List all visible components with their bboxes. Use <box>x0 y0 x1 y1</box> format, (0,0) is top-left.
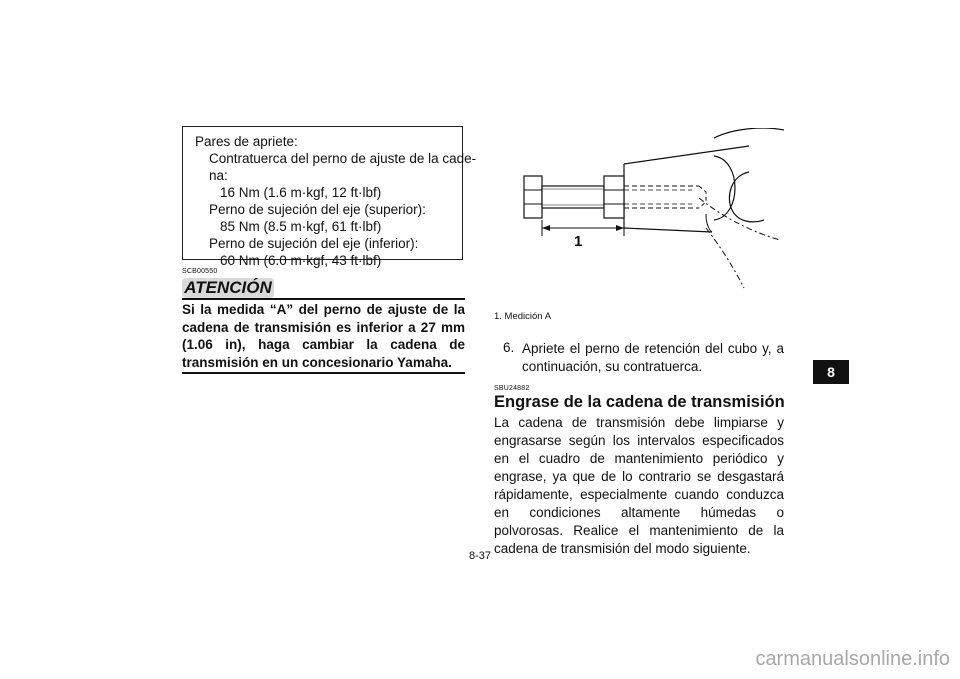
watermark: carmanualsonline.info <box>755 648 950 670</box>
spec-item-2-value: 85 Nm (8.5 m·kgf, 61 ft·lbf) <box>220 219 382 234</box>
spec-item-1-label-line2: na: <box>209 168 228 183</box>
caution-text: Si la medida “A” del perno de ajuste de la cadena de transmisión es inferior a 27 mm (1.06 in), haga cambiar la cadena de transmisión en un concesionario Yamaha. <box>182 302 465 370</box>
figure-callout-1: 1 <box>574 233 583 250</box>
spec-item-3-value: 60 Nm (6.0 m·kgf, 43 ft·lbf) <box>220 253 382 268</box>
spec-item-1-label-line1: Contratuerca del perno de ajuste de la cade- <box>209 151 477 166</box>
torque-spec-box <box>182 126 477 268</box>
caution-code: SCB00550 <box>182 268 218 275</box>
caution-badge: ATENCIÓN <box>182 278 274 298</box>
section-body: La cadena de transmisión debe limpiarse y engrasarse según los intervalos especificados en el cuadro de mantenimiento periódico y engrase, ya que de lo contrario se desgastará rápidamente, especialmente cuando conduzca en condiciones altamente húmedas o polvorosas. Realice el mantenimiento de la cadena de transmisión del modo siguiente. <box>494 415 784 556</box>
section-heading: Engrase de la cadena de transmisión <box>494 393 785 411</box>
figure-caption: 1. Medición A <box>494 311 552 322</box>
page-number: 8-37 <box>468 550 492 562</box>
spec-heading: Pares de apriete: <box>195 134 298 149</box>
caution-top-rule <box>182 298 465 300</box>
step-number: 6. <box>503 340 515 355</box>
step-text: Apriete el perno de retención del cubo y, a continuación, su contratuerca. <box>522 341 784 374</box>
spec-item-3-label: Perno de sujeción del eje (inferior): <box>209 236 419 251</box>
spec-item-1-value: 16 Nm (1.6 m·kgf, 12 ft·lbf) <box>220 185 382 200</box>
adjuster-bolt-figure <box>494 128 784 303</box>
chapter-tab: 8 <box>813 360 849 384</box>
spec-item-2-label: Perno de sujeción del eje (superior): <box>209 202 426 217</box>
caution-bottom-rule <box>182 372 465 374</box>
adjuster-bolt-illustration <box>494 128 784 303</box>
section-code: SBU24882 <box>494 385 530 392</box>
